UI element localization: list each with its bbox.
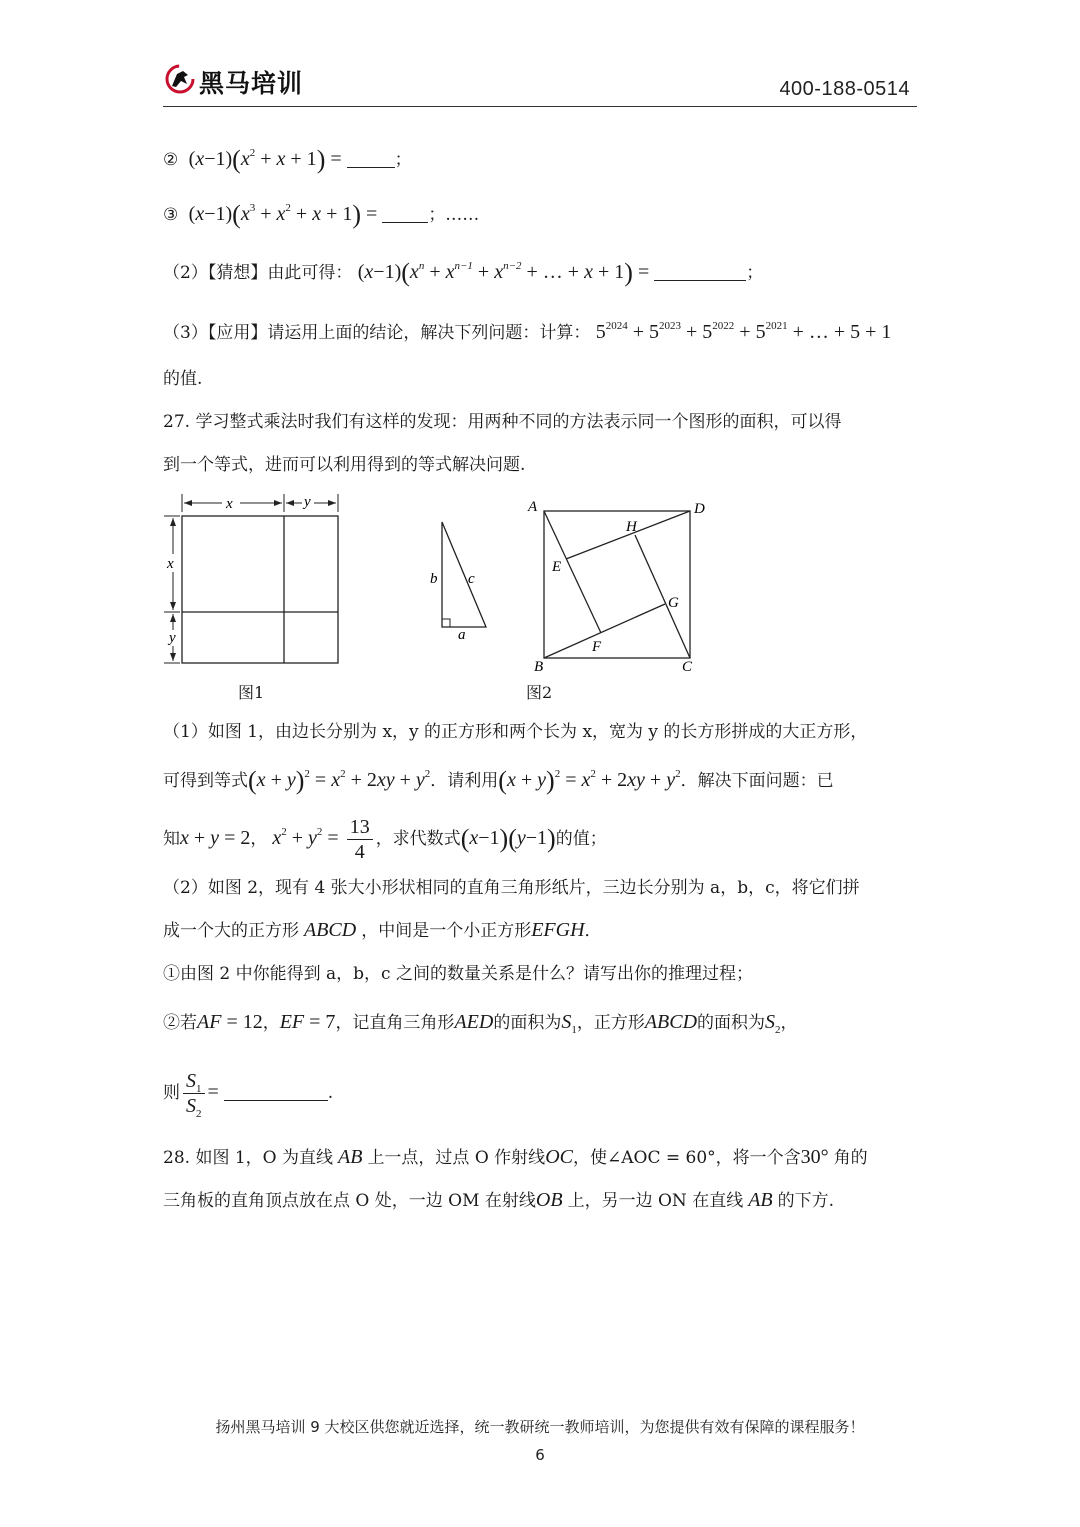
header-phone: 400-188-0514 <box>779 78 910 100</box>
fig1-label-y-top: y <box>304 494 311 510</box>
triangle-label-a: a <box>458 627 466 643</box>
q27-p2-line1: （2）如图 2，现有 4 张大小形状相同的直角三角形纸片，三边长分别为 a，b，c，将它们拼 <box>163 878 860 898</box>
triangle-label-b: b <box>430 571 438 587</box>
q27-intro-2: 到一个等式，进而可以利用得到的等式解决问题. <box>163 455 526 475</box>
brand-name: 黑马培训 <box>199 69 304 98</box>
fig1-label-x-top: x <box>226 496 233 512</box>
fig1-caption: 图1 <box>238 683 265 702</box>
fig2-label-E: E <box>552 559 562 575</box>
brand-logo <box>163 62 313 98</box>
fig2-label-D: D <box>694 501 705 517</box>
horse-logo-icon <box>163 62 197 96</box>
q27-p1-line1: （1）如图 1，由边长分别为 x，y 的正方形和两个长为 x，宽为 y 的长方形拼成的大正方形， <box>163 722 868 742</box>
fig1-label-x-left: x <box>167 556 174 572</box>
page-number: 6 <box>535 1446 545 1464</box>
fig2-caption: 图2 <box>526 683 553 702</box>
right-triangle-figure <box>420 515 500 645</box>
q27-p2-q3: 则 $\frac{S_1}{S_2}$ = . <box>163 1069 334 1120</box>
q26-part-3-cont: 的值. <box>163 369 203 389</box>
fig1-big-square <box>182 516 338 663</box>
q27-p1-line2: 可得到等式$(x + y)^2 = x^2 + 2xy + y^2$．请利用$(x + y)^2 = x^2 + 2xy + y^2$．解决下面问题：已 <box>163 766 834 795</box>
q26-item-2: ② $(x-1)(x^2 + x + 1)$ = ； <box>163 145 412 174</box>
triangle-label-c: c <box>468 571 475 587</box>
figure-1 <box>160 490 345 670</box>
footer-slogan: 扬州黑马培训 9 大校区供您就近选择，统一教研统一教师培训，为您提供有效有保障的课程服务！ <box>215 1418 865 1436</box>
q27-p1-line3: 知x + y = 2， $x^2 + y^2$ = $\frac{13}{4}$ ，求代数式(x−1)(y−1)的值； <box>163 815 607 863</box>
q27-p2-q1: ①由图 2 中你能得到 a，b，c 之间的数量关系是什么？请写出你的推理过程； <box>163 964 753 984</box>
q26-item-3: ③ $(x-1)(x^3 + x^2 + x + 1)$ = ；…… <box>163 200 480 229</box>
triangle-shape <box>442 522 486 627</box>
fig2-label-F: F <box>592 639 602 655</box>
q26-part-3: （3）【应用】请运用上面的结论，解决下列问题：计算： $5^{2024} + 5^{2023} + 5^{2022} + 5^{2021}$ + … + 5 + 1 <box>163 320 892 343</box>
fig2-label-B: B <box>534 659 544 675</box>
figure-2 <box>520 493 720 683</box>
fig1-label-y-left: y <box>169 630 176 646</box>
fig2-label-C: C <box>682 659 693 675</box>
q27-p2-q2: ②若AF = 12，EF = 7，记直角三角形AED的面积为$S_1$，正方形ABCD的面积为$S_2$， <box>163 1011 798 1036</box>
header-divider <box>163 106 917 107</box>
q28-line2: 三角板的直角顶点放在点 O 处，一边 OM 在射线OB 上，另一边 ON 在直线 AB 的下方. <box>163 1189 835 1211</box>
q27-p2-line2: 成一个大的正方形 ABCD ，中间是一个小正方形EFGH． <box>163 919 602 941</box>
q26-part-2: （2）【猜想】由此可得： $(x-1)(x^n + x^{n-1} + x^{n-2}$ + … + x + 1) = ； <box>163 258 764 287</box>
fig2-label-H: H <box>626 519 637 535</box>
fig2-square-abcd <box>544 511 690 658</box>
q28-line1: 28. 如图 1，O 为直线 AB 上一点，过点 O 作射线OC，使∠AOC = 60°，将一个含30° 角的 <box>163 1146 868 1168</box>
fig2-label-A: A <box>528 499 538 515</box>
q27-intro-1: 27. 学习整式乘法时我们有这样的发现：用两种不同的方法表示同一个图形的面积，可以得 <box>163 412 842 432</box>
right-angle-mark <box>442 619 450 627</box>
fig2-label-G: G <box>668 595 679 611</box>
